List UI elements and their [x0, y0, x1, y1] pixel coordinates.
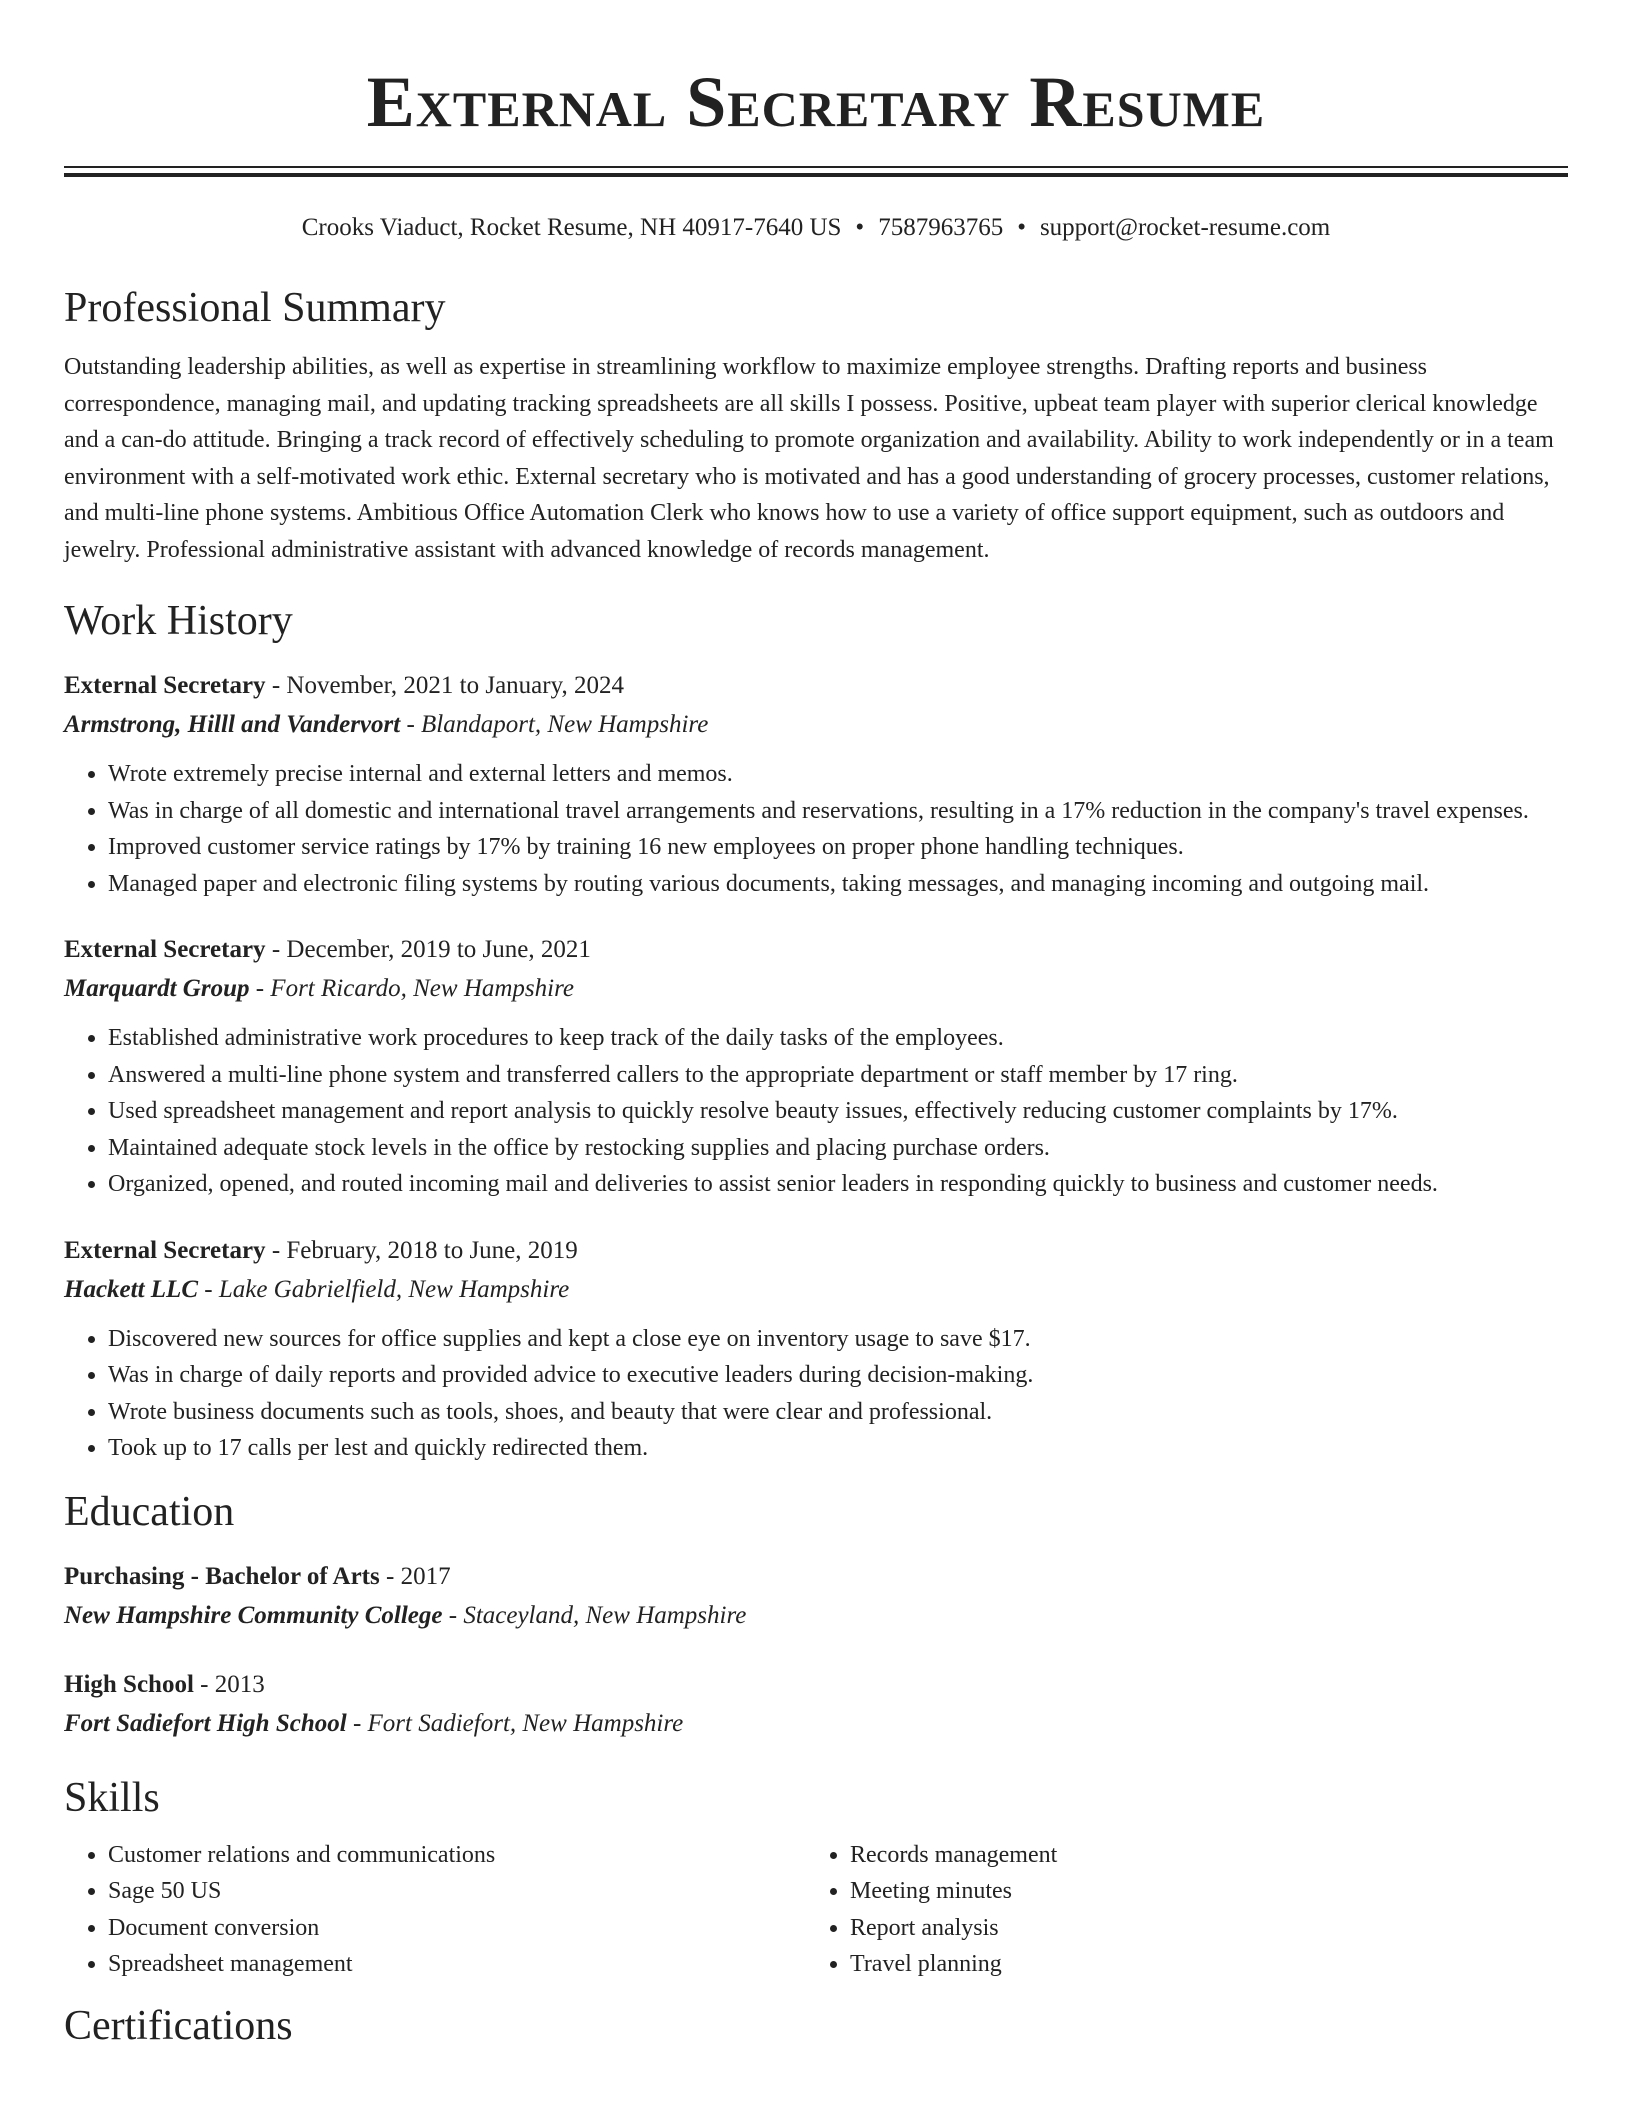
job-title-line: [64, 930, 1568, 969]
education-degree: High School: [64, 1670, 194, 1698]
contact-email: support@rocket-resume.com: [1039, 214, 1331, 241]
job-location: - Lake Gabrielfield, New Hampshire: [198, 1275, 570, 1303]
job-bullet: • Discovered new sources for office supplies and kept a close eye on inventory usage to save $17.: [108, 1321, 1568, 1358]
job-title-line: [64, 1231, 1568, 1270]
job-bullet: • Improved customer service ratings by 17% by training 16 new employees on proper phone handling techniques.: [108, 829, 1568, 866]
job-bullets: [64, 1020, 1568, 1203]
job-title: External Secretary: [64, 936, 266, 963]
job-bullet: • Wrote business documents such as tools, shoes, and beauty that were clear and professional.: [108, 1394, 1568, 1431]
job-location: - Fort Ricardo, New Hampshire: [249, 975, 574, 1002]
education-school-line: [64, 1704, 1568, 1743]
education-degree: Purchasing - Bachelor of Arts: [64, 1562, 380, 1590]
job-company-line: [64, 705, 1568, 744]
job-company: Marquardt Group: [64, 975, 250, 1002]
job-bullet: • Maintained adequate stock levels in the office by restocking supplies and placing purchase orders.: [108, 1130, 1568, 1167]
skill-item: • Sage 50 US: [108, 1873, 806, 1910]
contact-line: [64, 213, 1568, 243]
job-company: Armstrong, Hilll and Vandervort: [64, 711, 401, 738]
job-entry: [64, 1231, 1568, 1467]
education-degree-line: [64, 1665, 1568, 1704]
job-title: External Secretary: [64, 1236, 266, 1264]
job-bullet: • Answered a multi-line phone system and transferred callers to the appropriate department or staff member by 17 ring.: [108, 1057, 1568, 1094]
skills-column-left: [64, 1837, 806, 1983]
skills-heading: Skills: [64, 1774, 160, 1821]
job-bullet: • Established administrative work procedures to keep track of the daily tasks of the employees.: [108, 1020, 1568, 1057]
job-title-line: [64, 666, 1568, 705]
skill-item: • Document conversion: [108, 1910, 806, 1947]
skill-item: • Records management: [850, 1837, 1548, 1874]
job-bullet: • Wrote extremely precise internal and external letters and memos.: [108, 756, 1568, 793]
job-bullet: • Managed paper and electronic filing systems by routing various documents, taking messages, and managing incoming and outgoing mail.: [108, 866, 1568, 903]
job-location: - Blandaport, New Hampshire: [400, 711, 709, 738]
skill-item: • Spreadsheet management: [108, 1946, 806, 1983]
contact-phone: 7587963765: [878, 214, 1004, 241]
job-bullets: [64, 1321, 1568, 1467]
job-bullet: • Was in charge of daily reports and provided advice to executive leaders during decision-making.: [108, 1357, 1568, 1394]
education-school: New Hampshire Community College: [64, 1601, 443, 1629]
resume-title: External Secretary Resume: [366, 62, 1266, 142]
education-entry: [64, 1665, 1568, 1743]
contact-separator: •: [1017, 214, 1026, 241]
job-dates: - December, 2019 to June, 2021: [265, 936, 591, 963]
job-company: Hackett LLC: [64, 1275, 198, 1303]
job-entry: [64, 930, 1568, 1203]
skill-item: • Report analysis: [850, 1910, 1548, 1947]
certifications-heading: Certifications: [64, 2002, 293, 2049]
education-school-line: [64, 1596, 1568, 1635]
skill-item: • Meeting minutes: [850, 1873, 1548, 1910]
skill-item: • Travel planning: [850, 1946, 1548, 1983]
job-dates: - February, 2018 to June, 2019: [265, 1236, 578, 1264]
education-location: - Fort Sadiefort, New Hampshire: [346, 1709, 684, 1737]
job-company-line: [64, 969, 1568, 1008]
job-bullets: [64, 756, 1568, 902]
job-company-line: [64, 1270, 1568, 1309]
job-bullet: • Was in charge of all domestic and international travel arrangements and reservations, resulting in a 17% reduction in the company's travel expenses.: [108, 793, 1568, 830]
skills-grid: [64, 1837, 1568, 1983]
job-dates: - November, 2021 to January, 2024: [265, 672, 624, 699]
education-year: - 2013: [193, 1670, 265, 1698]
title-divider: [64, 166, 1568, 177]
job-entry: [64, 666, 1568, 902]
skill-item: • Customer relations and communications: [108, 1837, 806, 1874]
education-heading: Education: [64, 1488, 235, 1535]
job-bullet: • Took up to 17 calls per lest and quickly redirected them.: [108, 1430, 1568, 1467]
summary-heading: Professional Summary: [64, 285, 446, 331]
job-bullet: • Used spreadsheet management and report analysis to quickly resolve beauty issues, effectively reducing customer complaints by 17%.: [108, 1093, 1568, 1130]
job-bullet: • Organized, opened, and routed incoming mail and deliveries to assist senior leaders in responding quickly to business and customer needs.: [108, 1166, 1568, 1203]
work-history-heading: Work History: [64, 598, 293, 644]
education-degree-line: [64, 1557, 1568, 1596]
education-school: Fort Sadiefort High School: [64, 1709, 347, 1737]
education-entry: [64, 1557, 1568, 1635]
summary-text: Outstanding leadership abilities, as well as expertise in streamlining workflow to maximize employee strengths. Drafting reports and business correspondence, managing mail, and updating tracking spreadsheets are all skills I possess. Positive, upbeat team player with superior clerical knowledge and a can-do attitude. Bringing a track record of effectively scheduling to promote organization and availability. Ability to work independently or in a team environment with a self-motivated work ethic. External secretary who is motivated and has a good understanding of grocery processes, customer relations, and multi-line phone systems. Ambitious Office Automation Clerk who knows how to use a variety of office support equipment, such as outdoors and jewelry. Professional administrative assistant with advanced knowledge of records management.: [64, 354, 1554, 563]
education-year: - 2017: [379, 1562, 451, 1590]
job-title: External Secretary: [64, 672, 266, 699]
skills-column-right: [806, 1837, 1548, 1983]
education-location: - Staceyland, New Hampshire: [442, 1601, 747, 1629]
contact-separator: •: [855, 214, 865, 241]
contact-address: Crooks Viaduct, Rocket Resume, NH 40917-7640 US: [301, 214, 842, 241]
